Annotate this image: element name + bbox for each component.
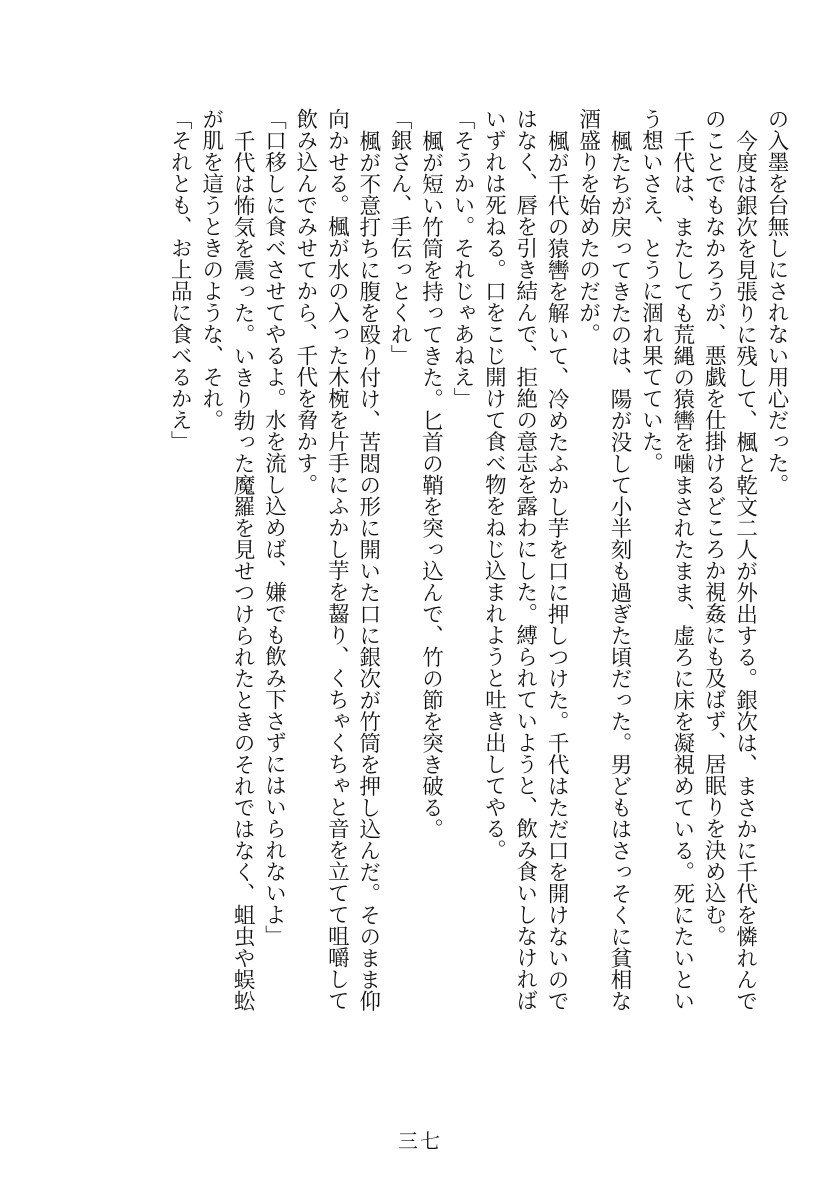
text-line: 飲み込んでみせてから、千代を脅かす。: [292, 108, 318, 495]
text-line: 酒盛りを始めたのだが。: [575, 108, 601, 345]
text-line: 楓たちが戻ってきたのは、陽が没して小半刻も過ぎた頃だった。男どもはさっそくに貧相な: [606, 129, 632, 1011]
text-line: のことでもなかろうが、悪戯を仕掛けるどころか視姦にも及ばず、居眠りを決め込む。: [701, 108, 727, 947]
text-line: う想いさえ、とうに涸れ果てていた。: [638, 108, 664, 474]
text-line: 楓が不意打ちに腹を殴り付け、苦悶の形に開いた口に銀次が竹筒を押し込んだ。そのまま仰: [355, 129, 381, 1011]
text-line: いずれは死ねる。口をこじ開けて食べ物をねじ込まれようと吐き出してやる。: [481, 108, 507, 861]
text-line: 千代は、またしても荒縄の猿轡を噛まされたまま、虚ろに床を凝視めている。死にたいとい: [669, 129, 695, 1011]
text-line: 楓が千代の猿轡を解いて、冷めたふかし芋を口に押しつけた。千代はただ口を開けないので: [544, 129, 570, 1011]
text-line: 向かせる。楓が水の入った木椀を片手にふかし芋を齧り、くちゃくちゃと音を立てて咀嚼して: [324, 108, 350, 1011]
text-line: 楓が短い竹筒を持ってきた。匕首の鞘を突っ込んで、竹の節を突き破る。: [418, 129, 444, 839]
text-line: 「それとも、お上品に食べるかえ」: [167, 108, 193, 452]
text-line: が肌を這うときのような、それ。: [198, 108, 224, 431]
text-line: 「口移しに食べさせてやるよ。水を流し込めば、嫌でも飲み下さずにはいられないよ」: [261, 108, 287, 947]
text-line: 「銀さん、手伝っとくれ」: [387, 108, 413, 366]
page-number: 三七: [398, 1129, 442, 1153]
text-line: 今度は銀次を見張りに残して、楓と乾文二人が外出する。銀次は、まさかに千代を憐れんで: [732, 129, 758, 1011]
text-line: 「そうかい。それじゃあねえ」: [449, 108, 475, 409]
text-line: の入墨を台無しにされない用心だった。: [764, 108, 789, 495]
text-line: 千代は怖気を震った。いきり勃った魔羅を見せつけられたときのそれではなく、蛆虫や蜈蚣: [230, 129, 256, 1011]
vertical-text-block: [164, 108, 792, 1013]
text-line: はなく、唇を引き結んで、拒絶の意志を露わにした。縛られていようと、飲み食いしなければ: [512, 108, 538, 1011]
